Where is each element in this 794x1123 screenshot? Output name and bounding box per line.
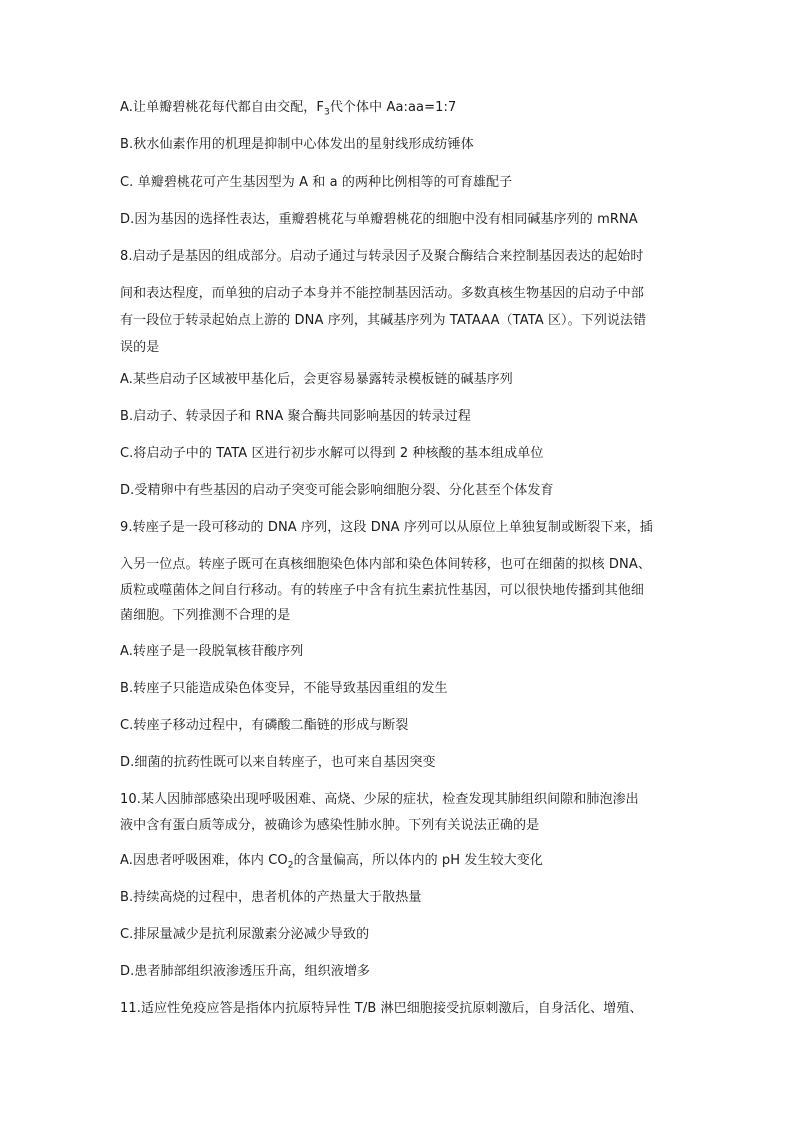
question-10-line-2: 液中含有蛋白质等成分，被确诊为感染性肺水肿。下列有关说法正确的是 [120, 818, 540, 833]
question-9-line-3: 质粒或噬菌体之间自行移动。有的转座子中含有抗生素抗性基因，可以很快地传播到其他细 [120, 583, 645, 598]
question-8-line-2: 间和表达程度，而单独的启动子本身并不能控制基因活动。多数真核生物基因的启动子中部 [120, 286, 645, 301]
option-9b: B.转座子只能造成染色体变异，不能导致基因重组的发生 [120, 681, 448, 696]
question-9-line-2: 入另一位点。转座子既可在真核细胞染色体内部和染色体间转移，也可在细菌的拟核 DNA、 [120, 557, 651, 572]
option-10b: B.持续高烧的过程中，患者机体的产热量大于散热量 [120, 890, 422, 905]
question-8-line-4: 误的是 [120, 340, 160, 355]
option-9d: D.细菌的抗药性既可以来自转座子，也可来自基因突变 [120, 755, 436, 770]
option-8b: B.启动子、转录因子和 RNA 聚合酶共同影响基因的转录过程 [120, 409, 471, 424]
option-8a: A.某些启动子区域被甲基化后，会更容易暴露转录模板链的碱基序列 [120, 372, 513, 387]
question-10-line-1: 10.某人因肺部感染出现呼吸困难、高烧、少尿的症状，检查发现其肺组织间隙和肺泡渗出 [120, 792, 639, 807]
question-11-line-1: 11.适应性免疫应答是指体内抗原特异性 T/B 淋巴细胞接受抗原刺激后，自身活化、增殖、 [120, 1001, 643, 1016]
question-9-line-4: 菌细胞。下列推测不合理的是 [120, 608, 291, 623]
option-7b: B.秋水仙素作用的机理是抑制中心体发出的星射线形成纺锤体 [120, 137, 474, 152]
option-7d: D.因为基因的选择性表达，重瓣碧桃花与单瓣碧桃花的细胞中没有相同碱基序列的 mRNA [120, 212, 638, 227]
option-8d: D.受精卵中有些基因的启动子突变可能会影响细胞分裂、分化甚至个体发育 [120, 483, 554, 498]
option-8c: C.将启动子中的 TATA 区进行初步水解可以得到 2 种核酸的基本组成单位 [120, 446, 544, 461]
option-10d: D.患者肺部组织液渗透压升高，组织液增多 [120, 964, 371, 979]
option-10a: A.因患者呼吸困难，体内 $CO_2$的含量偏高，所以体内的 pH 发生较大变化 [120, 853, 543, 870]
option-9c: C.转座子移动过程中，有磷酸二酯链的形成与断裂 [120, 718, 409, 733]
question-8-line-1: 8.启动子是基因的组成部分。启动子通过与转录因子及聚合酶结合来控制基因表达的起始时 [120, 249, 644, 264]
question-8-line-3: 有一段位于转录起始点上游的 DNA 序列，其碱基序列为 TATAAA（TATA 区）。下列说法错 [120, 313, 647, 328]
option-7c: C. 单瓣碧桃花可产生基因型为 A 和 a 的两种比例相等的可育雄配子 [120, 175, 513, 190]
option-9a: A.转座子是一段脱氧核苷酸序列 [120, 644, 304, 659]
question-9-line-1: 9.转座子是一段可移动的 DNA 序列，这段 DNA 序列可以从原位上单独复制或断裂下来，插 [120, 520, 653, 535]
option-7a: A.让单瓣碧桃花每代都自由交配，$F_3$代个体中 Aa:aa=1:7 [120, 100, 457, 117]
option-10c: C.排尿量减少是抗利尿激素分泌减少导致的 [120, 927, 370, 942]
